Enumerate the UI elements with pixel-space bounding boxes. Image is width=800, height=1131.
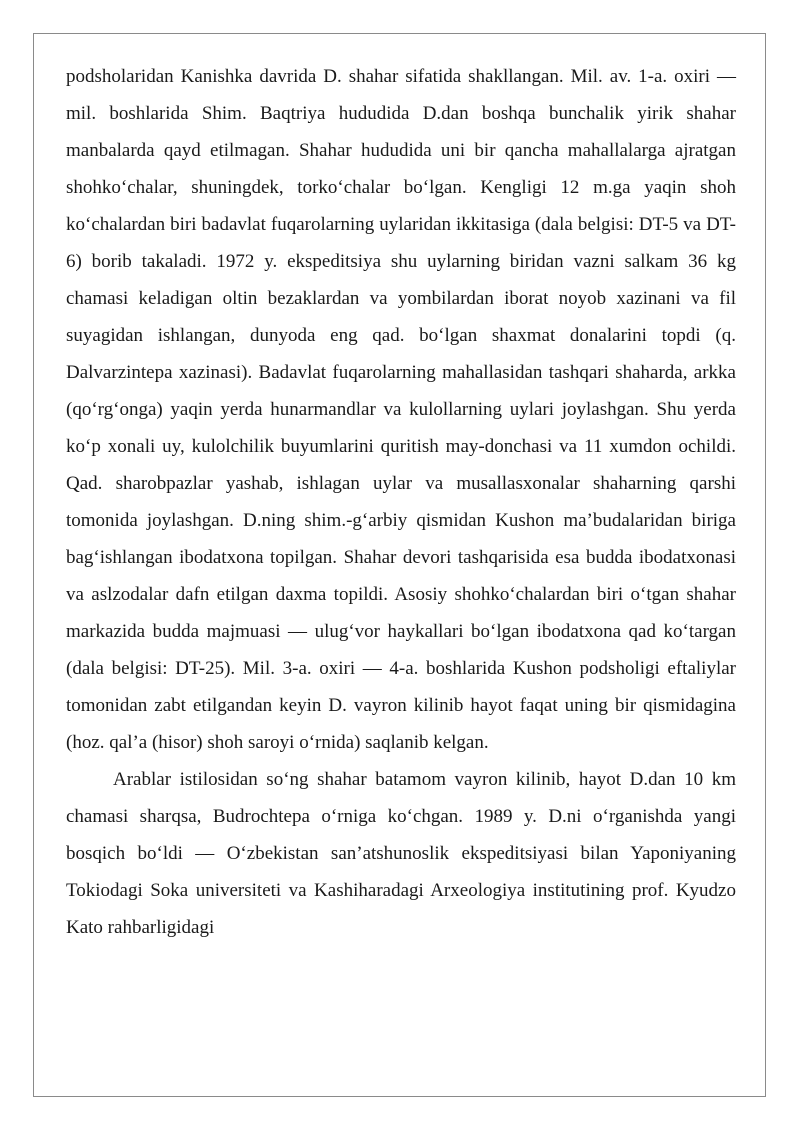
paragraph-2: Arablar istilosidan so‘ng shahar batamom vayron kilinib, hayot D.dan 10 km chamasi sharqsa, Budrochtepa o‘rniga ko‘chgan. 1989 y. D.ni o‘rganishda yangi bosqich bo‘ldi — O‘zbekistan san’atshunoslik ekspeditsiyasi bilan Yaponiyaning Tokiodagi Soka universiteti va Kashiharadagi Arxeologiya institutining prof. Kyudzo Kato rahbarligidagi	[66, 769, 736, 938]
document-body	[66, 58, 736, 946]
paragraph-1: podsholaridan Kanishka davrida D. shahar sifatida shakllangan. Mil. av. 1-a. oxiri — mil. boshlarida Shim. Baqtriya hududida D.dan boshqa bunchalik yirik shahar manbalarda qayd etilmagan. Shahar hududida uni bir qancha mahallalarga ajratgan shohko‘chalar, shuningdek, torko‘chalar bo‘lgan. Kengligi 12 m.ga yaqin shoh ko‘chalardan biri badavlat fuqarolarning uylaridan ikkitasiga (dala belgisi: DT-5 va DT-6) borib takaladi. 1972 y. ekspeditsiya shu uylarning biridan vazni salkam 36 kg chamasi keladigan oltin bezaklardan va yombilardan iborat noyob xazinani va fil suyagidan ishlangan, dunyoda eng qad. bo‘lgan shaxmat donalarini topdi (q. Dalvarzintepa xazinasi). Badavlat fuqarolarning mahallasidan tashqari shaharda, arkka (qo‘rg‘onga) yaqin yerda hunarmandlar va kulollarning uylari joylashgan. Shu yerda ko‘p xonali uy, kulolchilik buyumlarini quritish may-donchasi va 11 xumdon ochildi. Qad. sharobpazlar yashab, ishlagan uylar va musallasxonalar shaharning qarshi tomonida joylashgan. D.ning shim.-g‘arbiy qismidan Kushon ma’budalaridan biriga bag‘ishlangan ibodatxona topilgan. Shahar devori tashqarisida esa budda ibodatxonasi va aslzodalar dafn etilgan daxma topildi. Asosiy shohko‘chalardan biri o‘tgan shahar markazida budda majmuasi — ulug‘vor haykallari bo‘lgan ibodatxona qad ko‘targan (dala belgisi: DT-25). Mil. 3-a. oxiri — 4-a. boshlarida Kushon podsholigi eftaliylar tomonidan zabt etilgandan keyin D. vayron kilinib hayot faqat uning bir qismidagina (hoz. qal’a (hisor) shoh saroyi o‘rnida) saqlanib kelgan.	[66, 66, 736, 753]
